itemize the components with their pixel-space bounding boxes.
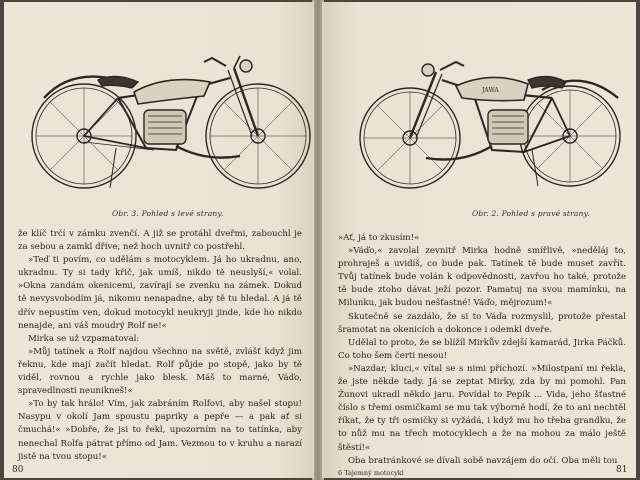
paragraph: že klíč trčí v zámku zvenčí. A již se protáhl dveřmi, zabouchl je za sebou a zamkl dříve, než hoch uvnitř co postřehl.: [18, 229, 302, 253]
left-page: [4, 2, 314, 478]
paragraph: »Můj tatínek a Rolf najdou všechno na světě, zvlášť když jim řeknu, kde mají začít hledat. Rolf půjde po stopě, jako by tě viděl, rovnou a rychle jako blesk. Máš to marné, Váďo, spravedlnosti neunikneš!«: [18, 346, 302, 397]
right-page: [322, 2, 636, 478]
paragraph: »Teď ti povím, co udělám s motocyklem. Já ho ukradnu, ano, ukradnu. Ty si tady křič, jak umíš, nikdo tě neuslyší,« volal. »Okna zandám okenicemi, zavírají se zvenku na zámek. Dokud tě nevysvobodím já, nikomu nenapadne, aby tě tu hledal. A já tě dřív nepustím ven, dokud motocykl neukryji jinde, kde ho nikdo nenajde, ani váš moudrý Rolf ne!«: [18, 255, 302, 331]
motorcycle-right-side-illustration: [352, 40, 632, 200]
motorcycle-left-side-illustration: [26, 38, 316, 203]
paragraph: »Nazdar, kluci,« vítal se s nimi příchozí. »Milostpaní mi řekla, že jste někde tady. Já se zeptat Mirky, zda by mi pomohl. Pan Žunovi ukradl někdo jaru. Povídal to Pepík ... Vida, jeho šťastné číslo s třemi osmičkami se mu tak výborně hodí, že to ani nechtěl říkat, že ty tři osmičky si vyžádá, i když mu ho třeba grandku, že to nůž mu na třech motocyklech a že na mohou za málo ještě štěstí!«: [338, 363, 626, 453]
paragraph: Mirka se už vzpamatoval:: [28, 333, 140, 344]
figure-caption: Obr. 2. Pohled s pravé strany.: [472, 209, 590, 218]
paragraph: »Váďo,« zavolal zevnitř Mirka hodně smířlivě, »neděláj to, prohraješ a uvidíš, co bude pak. Tatínek tě bude muset zavřít. Tvůj tatínek bude volán k odpovědnosti, zavřou ho také, protože tě bude ztoho dávat ježí pozor. Pamatuj na svou mamínku, na Milunku, jak budou nešťastné! Váďo, mějrozum!«: [338, 246, 626, 309]
left-text-block: [18, 228, 302, 464]
svg-text:JAWA: JAWA: [482, 87, 499, 94]
footer-note: 6 Tajemný motocykl: [338, 469, 404, 477]
figure-caption: Obr. 3. Pohled s levé strany.: [112, 209, 224, 218]
page-number: 80: [12, 465, 24, 475]
right-text-block: [338, 232, 626, 468]
paragraph: Udělal to proto, že se blížil Mirkův zdejší kamarád, Jirka Páčků. Co toho šem čerti nesou!: [338, 337, 626, 361]
paragraph: Oba bratránkové se dívali sobě navzájem do očí. Oba měli tou: [348, 455, 618, 466]
paragraph: »Ať, já to zkusím!«: [338, 233, 420, 243]
paragraph: »To by tak hrálo! Vím, jak zabráním Rolfovi, aby našel stopu! Nasypu v okolí Jam spoustu papriky a pepře — a pak ať si čmuchá!« »Dobře, že jsi to řekl, upozorním na to tatínka, aby nenechal Rolfa pátrat přímo od Jam. Vezmou to v kruhu a narazí jistě na tvou stopu!«: [18, 399, 302, 462]
page-number: 81: [616, 465, 628, 475]
paragraph: Skutečně se zazdálo, že si to Váďa rozmyslil, protože přestal šramotat na okenicích a dokonce i odemkl dveře.: [338, 311, 626, 335]
